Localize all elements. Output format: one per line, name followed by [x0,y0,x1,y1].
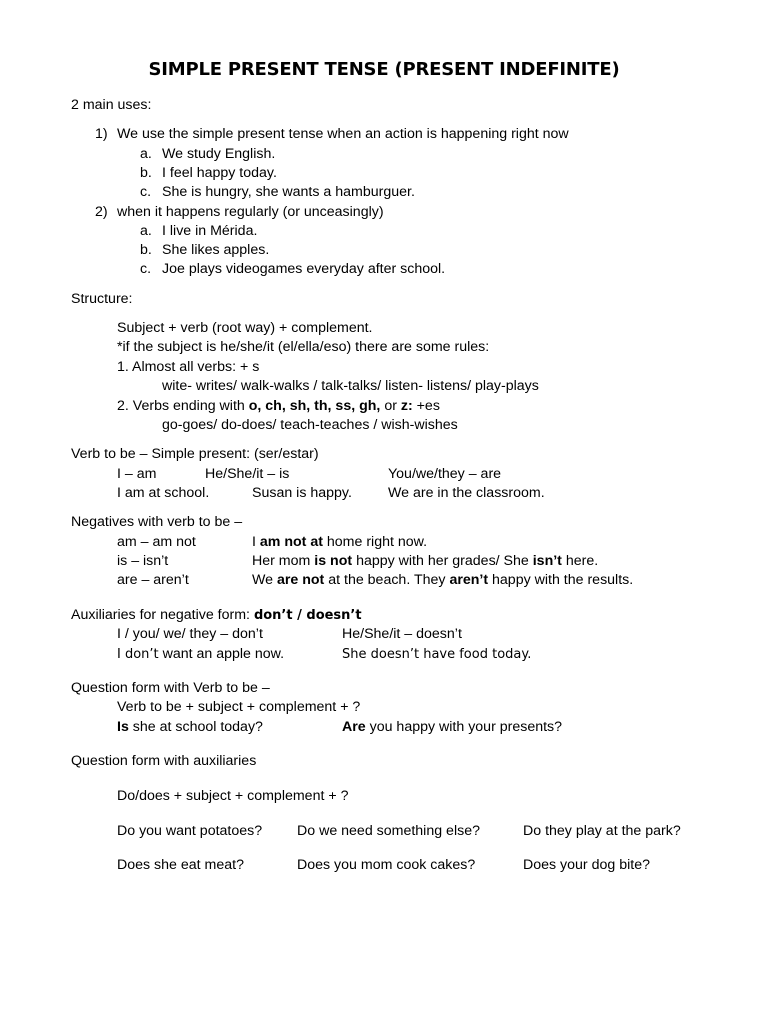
use-1-example: We study English. [162,146,276,162]
question-aux-example: Does she eat meat? [117,857,244,873]
negatives-heading: Negatives with verb to be – [71,514,243,530]
negative-form: am – am not [117,534,196,550]
question-aux-heading: Question form with auxiliaries [71,753,257,769]
question-be-example: Is she at school today? [117,719,263,735]
use-2-example-letter: a. [140,223,152,239]
verb-to-be-conjugation: I – am [117,466,157,482]
question-aux-example: Do we need something else? [297,823,480,839]
auxiliary-example: I don’t want an apple now. [117,646,285,662]
use-1-text: We use the simple present tense when an action is happening right now [117,126,569,142]
use-1-example-letter: c. [140,184,152,200]
use-2-example: I live in Mérida. [162,223,258,239]
auxiliary-form: He/She/it – doesn’t [342,626,462,642]
auxiliary-example: She doesn’t have food today. [342,647,532,662]
question-be-formula: Verb to be + subject + complement + ? [117,699,361,715]
use-1-example: I feel happy today. [162,165,277,181]
verb-to-be-conjugation: You/we/they – are [388,466,502,482]
structure-rule-2: 2. Verbs ending with o, ch, sh, th, ss, gh, or z: +es [117,398,440,414]
auxiliaries-negative-heading: Auxiliaries for negative form: don’t / doesn’t [71,607,362,623]
question-aux-formula: Do/does + subject + complement + ? [117,788,349,804]
structure-note: *if the subject is he/she/it (el/ella/eso) there are some rules: [117,339,490,355]
question-aux-example: Does you mom cook cakes? [297,857,476,873]
question-aux-example: Does your dog bite? [523,857,650,873]
verb-to-be-conjugation: He/She/it – is [205,466,290,482]
use-2-example: She likes apples. [162,242,270,258]
use-2-example: Joe plays videogames everyday after school. [162,261,446,277]
structure-rule-1: 1. Almost all verbs: + s [117,359,260,375]
structure-rule-1-examples: wite- writes/ walk-walks / talk-talks/ listen- listens/ play-plays [162,378,539,394]
use-1-example: She is hungry, she wants a hamburguer. [162,184,415,200]
negative-example: We are not at the beach. They aren’t happy with the results. [252,572,634,588]
negative-form: are – aren’t [117,572,189,588]
negative-form: is – isn’t [117,553,169,569]
question-aux-example: Do you want potatoes? [117,823,263,839]
question-be-heading: Question form with Verb to be – [71,680,270,696]
structure-heading: Structure: [71,291,133,307]
negative-example: Her mom is not happy with her grades/ She isn’t here. [252,553,599,569]
auxiliary-form: I / you/ we/ they – don’t [117,626,263,642]
page-title: SIMPLE PRESENT TENSE (PRESENT INDEFINITE) [148,59,620,80]
intro-text: 2 main uses: [71,97,152,113]
negative-example: I am not at home right now. [252,534,428,550]
use-2-example-letter: c. [140,261,152,277]
structure-rule-2-examples: go-goes/ do-does/ teach-teaches / wish-wishes [162,417,458,433]
verb-to-be-example: I am at school. [117,485,210,501]
question-be-example: Are you happy with your presents? [342,719,563,735]
use-1-example-letter: a. [140,146,152,162]
use-2-example-letter: b. [140,242,152,258]
question-aux-example: Do they play at the park? [523,823,681,839]
use-1-number: 1) [95,126,108,142]
verb-to-be-heading: Verb to be – Simple present: (ser/estar) [71,446,319,462]
structure-formula: Subject + verb (root way) + complement. [117,320,373,336]
verb-to-be-example: We are in the classroom. [388,485,545,501]
use-1-example-letter: b. [140,165,152,181]
verb-to-be-example: Susan is happy. [252,485,352,501]
use-2-text: when it happens regularly (or unceasingly) [117,204,384,220]
use-2-number: 2) [95,204,108,220]
